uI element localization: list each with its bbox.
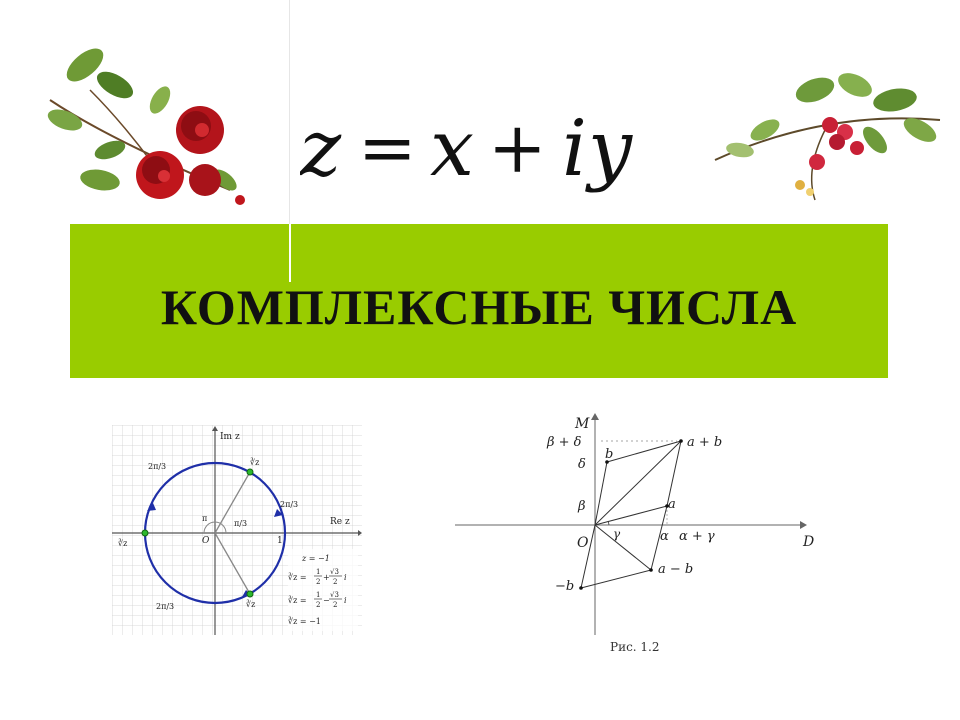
root-label-2: ∛z (246, 600, 256, 609)
eq-root2-i: i (344, 596, 347, 605)
eq-root1-prefix: ∛z = (288, 573, 307, 582)
axis-m-label: M (575, 416, 590, 432)
eq-z: z = −1 (302, 554, 330, 563)
delta-label: δ (578, 457, 586, 472)
vector-a (595, 506, 667, 525)
arc-label-bottom: 2π/3 (156, 602, 175, 611)
beta-label: β (578, 499, 586, 514)
eq-root1-sqrt: √3 (330, 568, 339, 576)
eq-root1-den: 2 (316, 578, 321, 586)
a-label: a (668, 497, 676, 512)
re-axis-label: Re z (330, 517, 350, 527)
vector-a-minus-b (595, 525, 651, 570)
root-point-2 (247, 591, 253, 597)
root-point-1 (247, 469, 253, 475)
root-point-3 (142, 530, 148, 536)
eq-root3: ∛z = −1 (288, 617, 321, 626)
eq-root2-prefix: ∛z = (288, 596, 307, 605)
arc-label-top: 2π/3 (148, 462, 167, 471)
formula-z-equals-x-plus-iy (300, 100, 640, 200)
formula-plus: + (488, 107, 547, 189)
a-minus-b-label: a − b (658, 562, 694, 577)
minus-b-label: −b (555, 579, 575, 594)
eq-root2-sqrt: √3 (330, 591, 339, 599)
b-label: b (605, 447, 614, 462)
cube-roots-diagram (112, 425, 362, 635)
root-label-3: ∛z (118, 539, 128, 548)
gamma-label: γ (613, 527, 621, 541)
pi-label: π (202, 514, 208, 523)
eq-root1-sign: + (323, 573, 330, 582)
figure-caption: Рис. 1.2 (610, 640, 660, 654)
eq-root1-num: 1 (316, 568, 321, 576)
im-axis-label: Im z (220, 432, 240, 442)
alpha-gamma-label: α + γ (679, 529, 715, 544)
eq-root1-den2: 2 (333, 578, 338, 586)
alpha-label: α (660, 529, 669, 544)
one-label: 1 (277, 536, 283, 546)
eq-root1-i: i (344, 573, 347, 582)
eq-root2-den2: 2 (333, 601, 338, 609)
beta-delta-label: β + δ (547, 435, 582, 450)
axis-d-label: D (803, 534, 815, 550)
a-plus-b-label: a + b (687, 435, 723, 450)
formula-i: i (562, 104, 587, 194)
roses-decoration (30, 30, 260, 210)
raspberry-decoration (705, 70, 945, 205)
root-label-1: ∛z (250, 458, 260, 467)
slide-title: КОМПЛЕКСНЫЕ ЧИСЛА (160, 279, 798, 335)
formula-x: x (430, 104, 474, 194)
eq-root2-den: 2 (316, 601, 321, 609)
divider-line (289, 0, 290, 224)
formula-y: y (588, 104, 633, 194)
formula-z: z (300, 104, 342, 194)
origin-o-label: O (577, 535, 589, 551)
origin-label: O (202, 536, 210, 546)
formula-equals: = (358, 107, 417, 189)
eq-root2-sign: − (323, 596, 330, 605)
arc-label-right: 2π/3 (280, 500, 299, 509)
eq-root2-num: 1 (316, 591, 321, 599)
vector-sum-diagram (455, 410, 815, 655)
angle-label: π/3 (234, 519, 248, 528)
